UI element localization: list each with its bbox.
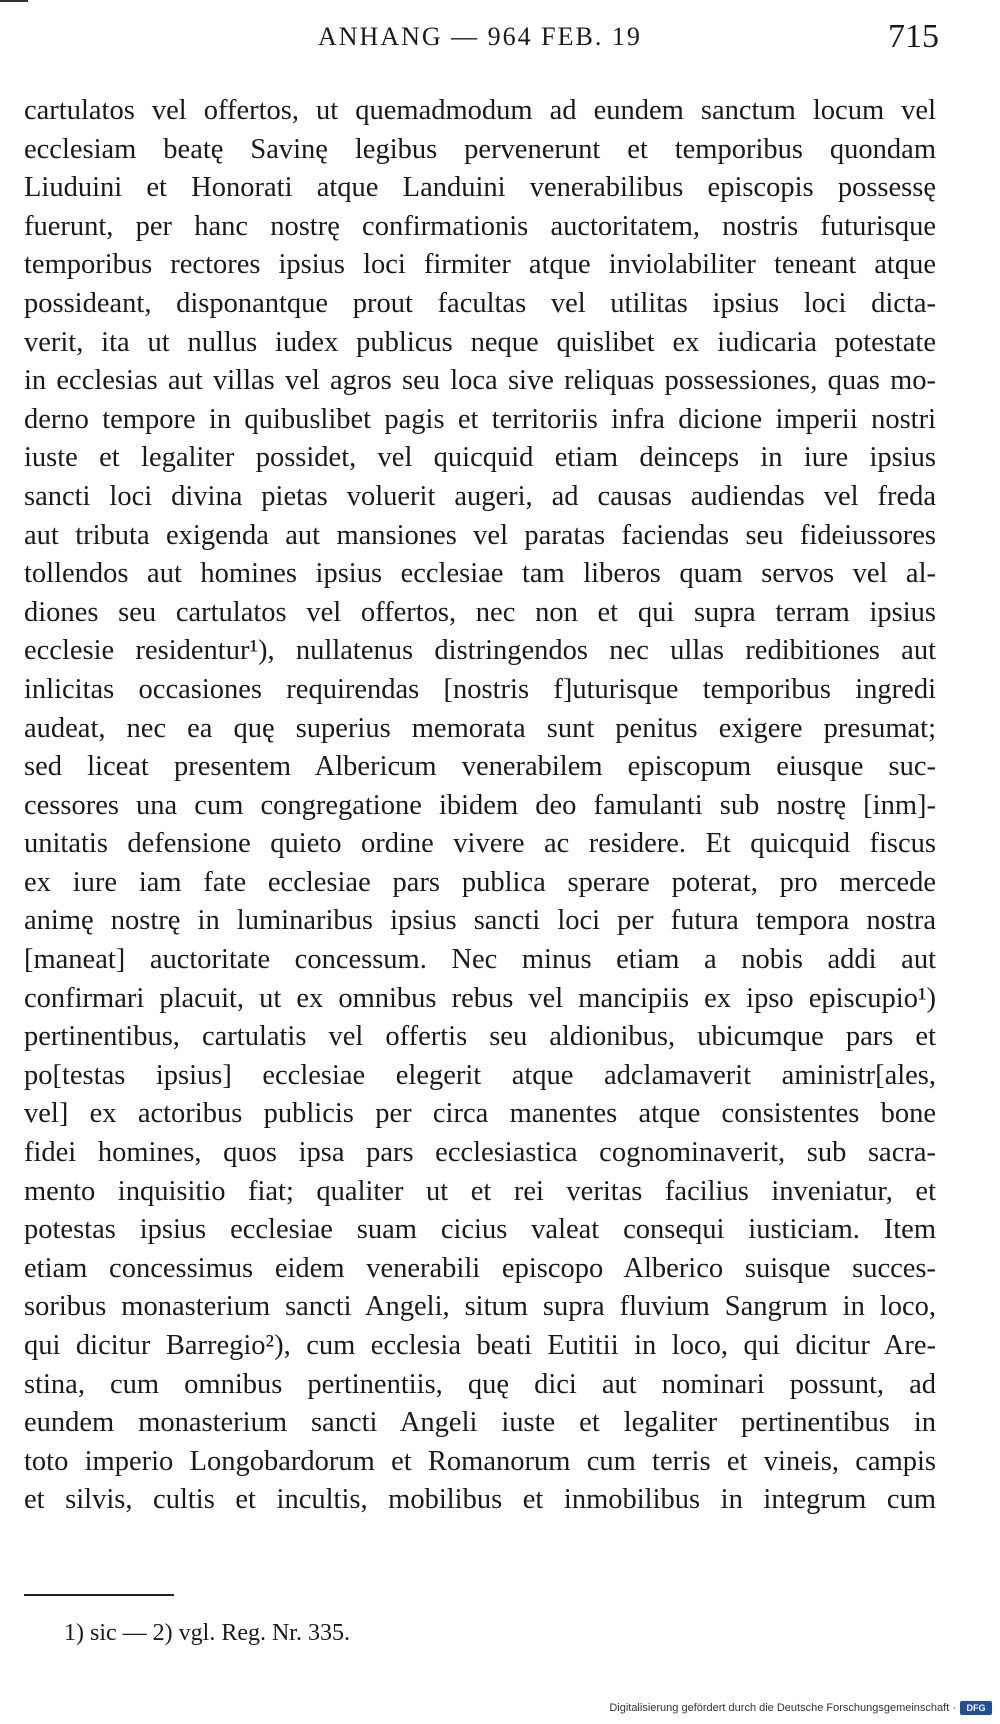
text-line: etiam concessimus eidem venerabili episcopo Alberico suisque succes-: [24, 1252, 936, 1284]
digitization-credit: Digitalisierung gefördert durch die Deutsche Forschungsgemeinschaft ·: [609, 1702, 956, 1714]
page-header: [0, 18, 1000, 58]
text-line: inlicitas occasiones requirendas [nostris f]uturisque temporibus ingredi: [24, 673, 936, 705]
text-line: [maneat] auctoritate concessum. Nec minus etiam a nobis addi aut: [24, 944, 936, 976]
text-line: possideant, disponantque prout facultas vel utilitas ipsius loci dicta-: [24, 287, 936, 319]
text-line: diones seu cartulatos vel offertos, nec non et qui supra terram ipsius: [24, 596, 936, 628]
text-line: qui dicitur Barregio²), cum ecclesia beati Eutitii in loco, qui dicitur Are-: [24, 1330, 936, 1361]
page-number: 715: [888, 18, 939, 55]
text-line: verit, ita ut nullus iudex publicus neque quislibet ex iudicaria potestate: [24, 326, 936, 358]
top-edge-rule: [0, 0, 28, 2]
text-line: po[testas ipsius] ecclesiae elegerit atque adclamaverit aministr[ales,: [24, 1059, 936, 1091]
text-line: ecclesie residentur¹), nullatenus distringendos nec ullas redibitiones aut: [24, 635, 936, 667]
text-line: sed liceat presentem Albericum venerabilem episcopum eiusque suc-: [24, 751, 936, 783]
text-line: derno tempore in quibuslibet pagis et territoriis infra dicione imperii nostri: [24, 403, 936, 435]
text-line: sancti loci divina pietas voluerit augeri, ad causas audiendas vel freda: [24, 480, 936, 512]
text-line: fidei homines, quos ipsa pars ecclesiastica cognominaverit, sub sacra-: [24, 1137, 936, 1169]
text-line: stina, cum omnibus pertinentiis, quę dici aut nominari possunt, ad: [24, 1368, 936, 1400]
text-line: temporibus rectores ipsius loci firmiter atque inviolabiliter teneant atque: [24, 249, 936, 281]
text-line: eundem monasterium sancti Angeli iuste et legaliter pertinentibus in: [24, 1407, 936, 1439]
text-line: toto imperio Longobardorum et Romanorum cum terris et vineis, campis: [24, 1445, 936, 1477]
footnote-divider: [24, 1594, 174, 1596]
text-line: audeat, nec ea quę superius memorata sunt penitus exigere presumat;: [24, 712, 936, 744]
running-head: ANHANG — 964 FEB. 19: [318, 22, 642, 51]
text-line: animę nostrę in luminaribus ipsius sancti loci per futura tempora nostra: [24, 905, 936, 937]
text-line: cartulatos vel offertos, ut quemadmodum ad eundem sanctum locum vel: [24, 95, 936, 126]
text-line: in ecclesias aut villas vel agros seu loca sive reliquas possessiones, quas mo-: [24, 365, 936, 397]
text-line: iuste et legaliter possidet, vel quicquid etiam deinceps in iure ipsius: [24, 442, 936, 474]
text-line: vel] ex actoribus publicis per circa manentes atque consistentes bone: [24, 1098, 936, 1130]
text-line: cessores una cum congregatione ibidem deo famulanti sub nostrę [inm]-: [24, 789, 936, 821]
text-line: ecclesiam beatę Savinę legibus pervenerunt et temporibus quondam: [24, 133, 936, 165]
text-line: pertinentibus, cartulatis vel offertis seu aldionibus, ubicumque pars et: [24, 1021, 936, 1053]
text-line: ex iure iam fate ecclesiae pars publica sperare poterat, pro mercede: [24, 866, 936, 898]
text-line: aut tributa exigenda aut mansiones vel paratas faciendas seu fideiussores: [24, 519, 936, 551]
text-line: unitatis defensione quieto ordine vivere ac residere. Et quicquid fiscus: [24, 828, 936, 860]
text-line: potestas ipsius ecclesiae suam cicius valeat consequi iusticiam. Item: [24, 1214, 936, 1246]
text-line: confirmari placuit, ut ex omnibus rebus vel mancipiis ex ipso episcupio¹): [24, 982, 936, 1014]
main-text-block: [24, 92, 936, 1520]
footnotes: 1) sic — 2) vgl. Reg. Nr. 335.: [64, 1620, 350, 1646]
text-line: soribus monasterium sancti Angeli, situm supra fluvium Sangrum in loco,: [24, 1291, 936, 1323]
text-line: et silvis, cultis et incultis, mobilibus et inmobilibus in integrum cum: [24, 1484, 936, 1516]
dfg-logo: DFG: [960, 1701, 992, 1715]
text-line: fuerunt, per hanc nostrę confirmationis auctoritatem, nostris futurisque: [24, 210, 936, 242]
text-line: Liuduini et Honorati atque Landuini venerabilibus episcopis possessę: [24, 172, 936, 204]
text-line: mento inquisitio fiat; qualiter ut et rei veritas facilius inveniatur, et: [24, 1175, 936, 1207]
text-line: tollendos aut homines ipsius ecclesiae tam liberos quam servos vel al-: [24, 558, 936, 590]
